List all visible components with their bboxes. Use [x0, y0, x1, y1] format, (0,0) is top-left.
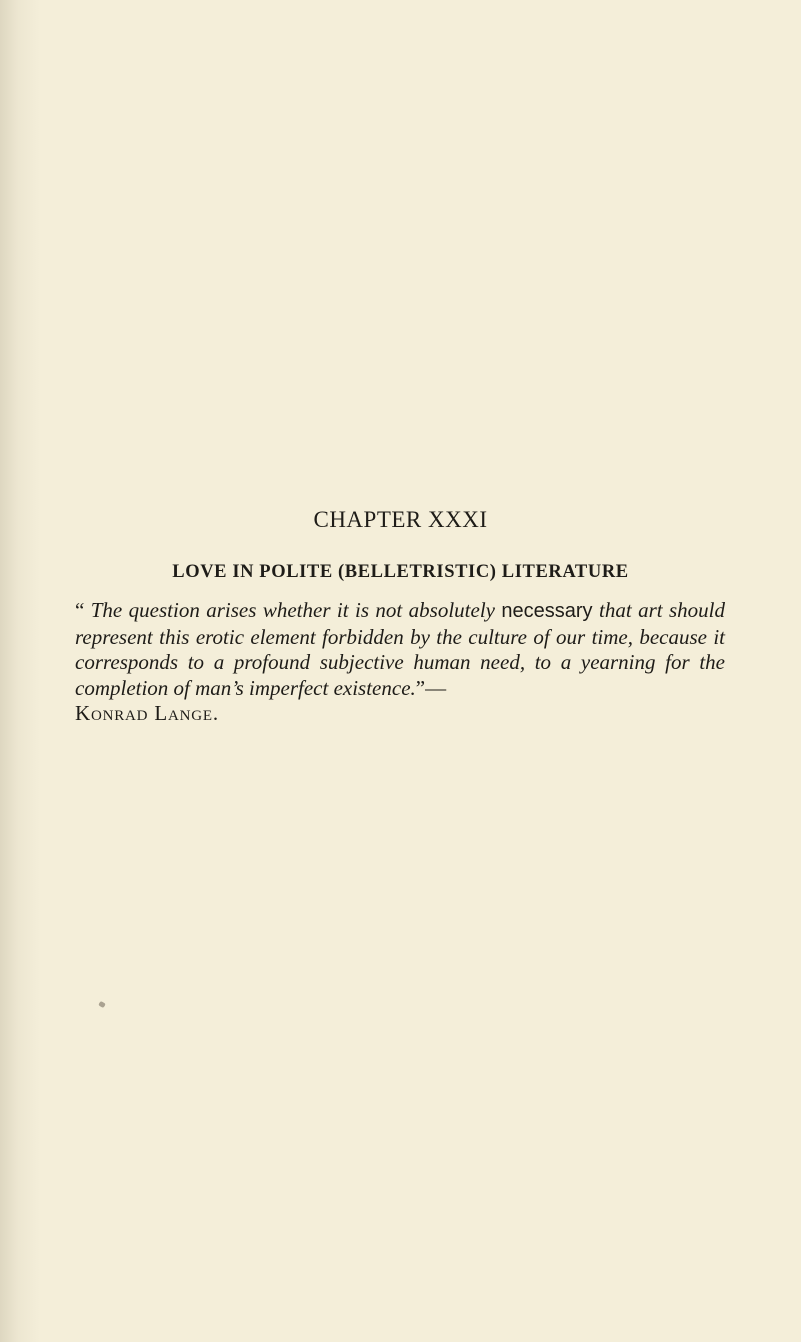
epigraph-author: Konrad Lange.	[75, 701, 219, 725]
paper-speck	[98, 1001, 106, 1008]
chapter-heading: CHAPTER XXXI	[313, 507, 488, 532]
epigraph-text-plain: necessary	[501, 600, 593, 622]
chapter-subtitle: LOVE IN POLITE (BELLETRISTIC) LITERATURE	[172, 562, 629, 582]
epigraph	[75, 598, 725, 727]
epigraph-open-quote: “	[75, 598, 91, 622]
epigraph-text-part1: The question arises whether it is not absolutely	[90, 598, 502, 622]
epigraph-text-part2: that art should represent this erotic element forbidden by the culture of our time, because it corresponds to a profound subjective human need, to a yearning for the completion of man’s imperfect existence.	[75, 598, 725, 700]
epigraph-close-quote: ”—	[415, 675, 447, 700]
